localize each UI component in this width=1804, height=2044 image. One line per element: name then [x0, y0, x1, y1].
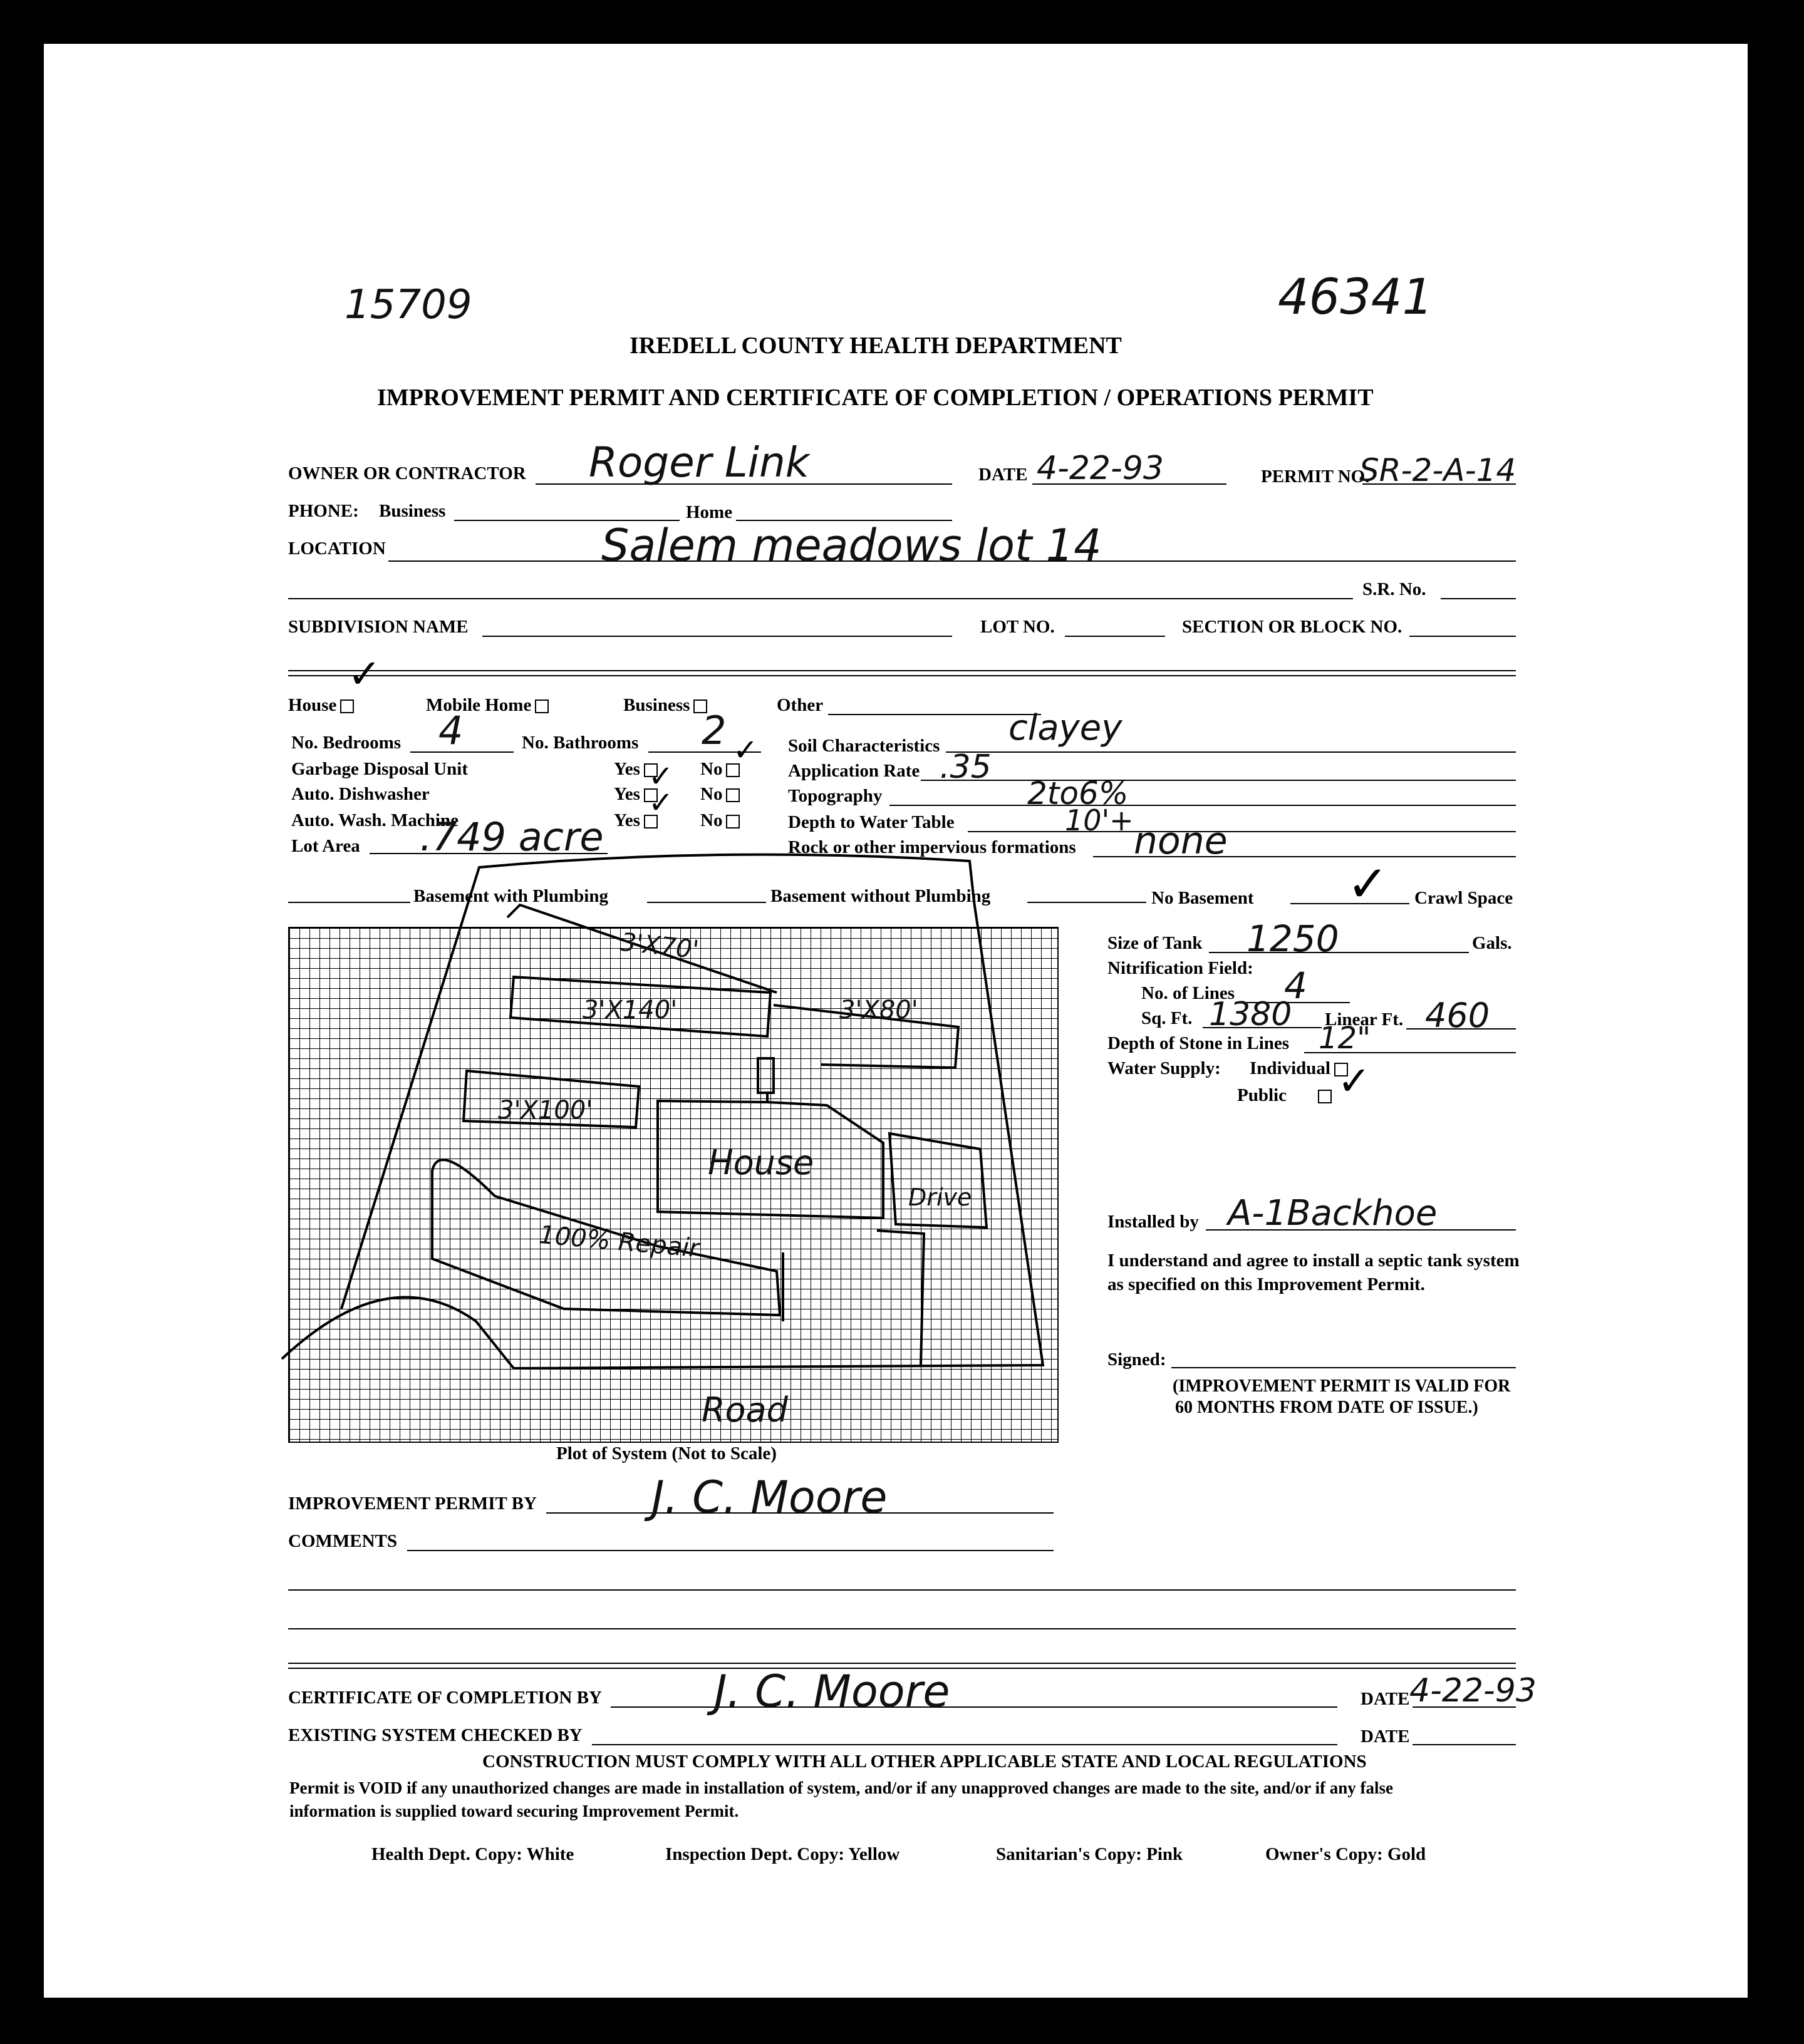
installed-by-label: Installed by [1107, 1212, 1199, 1232]
lot-area-value: .749 acre [420, 814, 604, 860]
house-label: House [288, 695, 354, 716]
water-supply-label: Water Supply: [1107, 1058, 1221, 1078]
washer-yes-check-icon: ✓ [648, 785, 674, 820]
gals-label: Gals. [1472, 933, 1512, 953]
garbage-yes: Yes [614, 759, 658, 780]
subdivision-label: SUBDIVISION NAME [288, 617, 469, 637]
agree-text-1: I understand and agree to install a septic tank system [1107, 1251, 1520, 1271]
existing-date-label: DATE [1361, 1727, 1410, 1747]
agree-text-2: as specified on this Improvement Permit. [1107, 1274, 1425, 1294]
soil-value: clayey [1008, 708, 1122, 748]
sketch-label-drive: Drive [908, 1184, 972, 1211]
permit-no-value: SR-2-A-14 [1359, 452, 1516, 488]
public-check-icon: ✓ [1337, 1058, 1371, 1105]
other-label: Other [777, 695, 824, 715]
form-title: IMPROVEMENT PERMIT AND CERTIFICATE OF COMPLETION / OPERATIONS PERMIT [377, 385, 1374, 411]
linear-ft-value: 460 [1425, 996, 1490, 1035]
sketch-label-t4: 3'X100' [498, 1096, 593, 1125]
bedrooms-value: 4 [438, 708, 464, 753]
certificate-value: J. C. Moore [714, 1666, 950, 1717]
topography-value: 2to6% [1027, 775, 1129, 812]
home-phone-label: Home [686, 502, 733, 522]
file-number: 15709 [345, 282, 472, 328]
cert-date-label: DATE [1361, 1689, 1410, 1709]
location-value: Salem meadows lot 14 [601, 520, 1102, 571]
stone-depth-label: Depth of Stone in Lines [1107, 1033, 1290, 1053]
copy-sanitarian: Sanitarian's Copy: Pink [996, 1844, 1183, 1864]
permit-by-label: IMPROVEMENT PERMIT BY [288, 1494, 537, 1514]
installed-by-value: A-1Backhoe [1228, 1193, 1438, 1234]
copy-health: Health Dept. Copy: White [371, 1844, 574, 1864]
lines-value: 4 [1284, 964, 1307, 1007]
soil-label: Soil Characteristics [788, 736, 940, 756]
basement-no-plumbing-label: Basement without Plumbing [770, 886, 991, 906]
comply-text: CONSTRUCTION MUST COMPLY WITH ALL OTHER APPLICABLE STATE AND LOCAL REGULATIONS [482, 1752, 1367, 1772]
comments-label: COMMENTS [288, 1531, 397, 1551]
washer-label: Auto. Wash. Machine [291, 810, 459, 830]
nitrification-label: Nitrification Field: [1107, 958, 1253, 978]
plot-caption: Plot of System (Not to Scale) [556, 1443, 777, 1463]
section-label: SECTION OR BLOCK NO. [1182, 617, 1402, 637]
valid-text-1: (IMPROVEMENT PERMIT IS VALID FOR [1173, 1376, 1511, 1396]
bedrooms-label: No. Bedrooms [291, 733, 402, 753]
mobile-home-label: Mobile Home [426, 695, 549, 716]
cert-date-value: 4-22-93 [1409, 1672, 1537, 1710]
lot-no-label: LOT NO. [980, 617, 1055, 637]
lines-label: No. of Lines [1141, 983, 1235, 1003]
depth-water-value: 10'+ [1065, 803, 1134, 837]
dishwasher-yes: Yes [614, 784, 658, 805]
date-value: 4-22-93 [1037, 450, 1164, 487]
sketch-label-road: Road [702, 1390, 788, 1430]
individual-label: Individual [1250, 1058, 1348, 1079]
sketch-label-t3: 3'X80' [839, 996, 918, 1025]
public-label: Public [1237, 1085, 1332, 1106]
rock-value: none [1134, 819, 1228, 863]
app-rate-label: Application Rate [788, 761, 920, 781]
no-basement-label: No Basement [1151, 888, 1254, 908]
void-text-2: information is supplied toward securing Improvement Permit. [289, 1802, 739, 1820]
rock-label: Rock or other impervious formations [788, 837, 1076, 857]
owner-label: OWNER OR CONTRACTOR [288, 463, 526, 483]
public-checkbox[interactable] [1318, 1090, 1332, 1103]
washer-no: No [700, 810, 740, 831]
certificate-label: CERTIFICATE OF COMPLETION BY [288, 1688, 602, 1708]
signed-label: Signed: [1107, 1350, 1166, 1370]
phone-label: PHONE: [288, 501, 359, 521]
copy-inspection: Inspection Dept. Copy: Yellow [665, 1844, 900, 1864]
sr-label: S.R. No. [1362, 579, 1426, 599]
department-heading: IREDELL COUNTY HEALTH DEPARTMENT [630, 333, 1122, 359]
sketch-label-t1: 3'X70' [618, 927, 700, 965]
date-label: DATE [978, 465, 1028, 485]
sqft-value: 1380 [1209, 996, 1292, 1033]
copy-owner: Owner's Copy: Gold [1265, 1844, 1426, 1864]
sqft-label: Sq. Ft. [1141, 1008, 1193, 1028]
bathrooms-label: No. Bathrooms [522, 733, 639, 753]
dishwasher-label: Auto. Dishwasher [291, 784, 430, 804]
sketch-label-house: House [708, 1143, 814, 1182]
valid-text-2: 60 MONTHS FROM DATE OF ISSUE.) [1175, 1398, 1478, 1417]
lot-area-label: Lot Area [291, 836, 360, 856]
crawl-space-check-icon: ✓ [1347, 855, 1389, 913]
dishwasher-yes-check-icon: ✓ [648, 759, 674, 794]
existing-system-label: EXISTING SYSTEM CHECKED BY [288, 1725, 583, 1745]
basement-plumbing-label: Basement with Plumbing [413, 886, 608, 906]
crawl-space-label: Crawl Space [1414, 888, 1513, 908]
sketch-label-t2: 3'X140' [583, 996, 678, 1025]
permit-by-value: J. C. Moore [651, 1472, 888, 1523]
house-check-icon: ✓ [348, 651, 381, 698]
business-type-label: Business [623, 695, 707, 716]
bathrooms-value: 2 [702, 708, 727, 753]
garbage-no: No [700, 759, 740, 780]
linear-ft-label: Linear Ft. [1325, 1009, 1404, 1030]
location-label: LOCATION [288, 539, 386, 559]
app-rate-value: .35 [940, 748, 992, 786]
stone-depth-value: 12" [1319, 1021, 1371, 1056]
depth-water-label: Depth to Water Table [788, 812, 955, 832]
sketch-label-repair: 100% Repair [537, 1220, 701, 1264]
business-phone-label: Business [379, 501, 446, 521]
tank-size-label: Size of Tank [1107, 933, 1203, 953]
permit-no-label: PERMIT NO. [1261, 467, 1370, 487]
garbage-no-check-icon: ✓ [733, 733, 759, 768]
washer-yes: Yes [614, 810, 658, 831]
dishwasher-no: No [700, 784, 740, 805]
void-text-1: Permit is VOID if any unauthorized changes are made in installation of system, and/or if any unapproved changes are made to the site, and/or if any false [289, 1778, 1394, 1797]
tank-size-value: 1250 [1247, 917, 1339, 960]
topography-label: Topography [788, 786, 883, 806]
document-number: 46341 [1278, 269, 1434, 326]
garbage-label: Garbage Disposal Unit [291, 759, 468, 779]
owner-value: Roger Link [589, 438, 810, 487]
